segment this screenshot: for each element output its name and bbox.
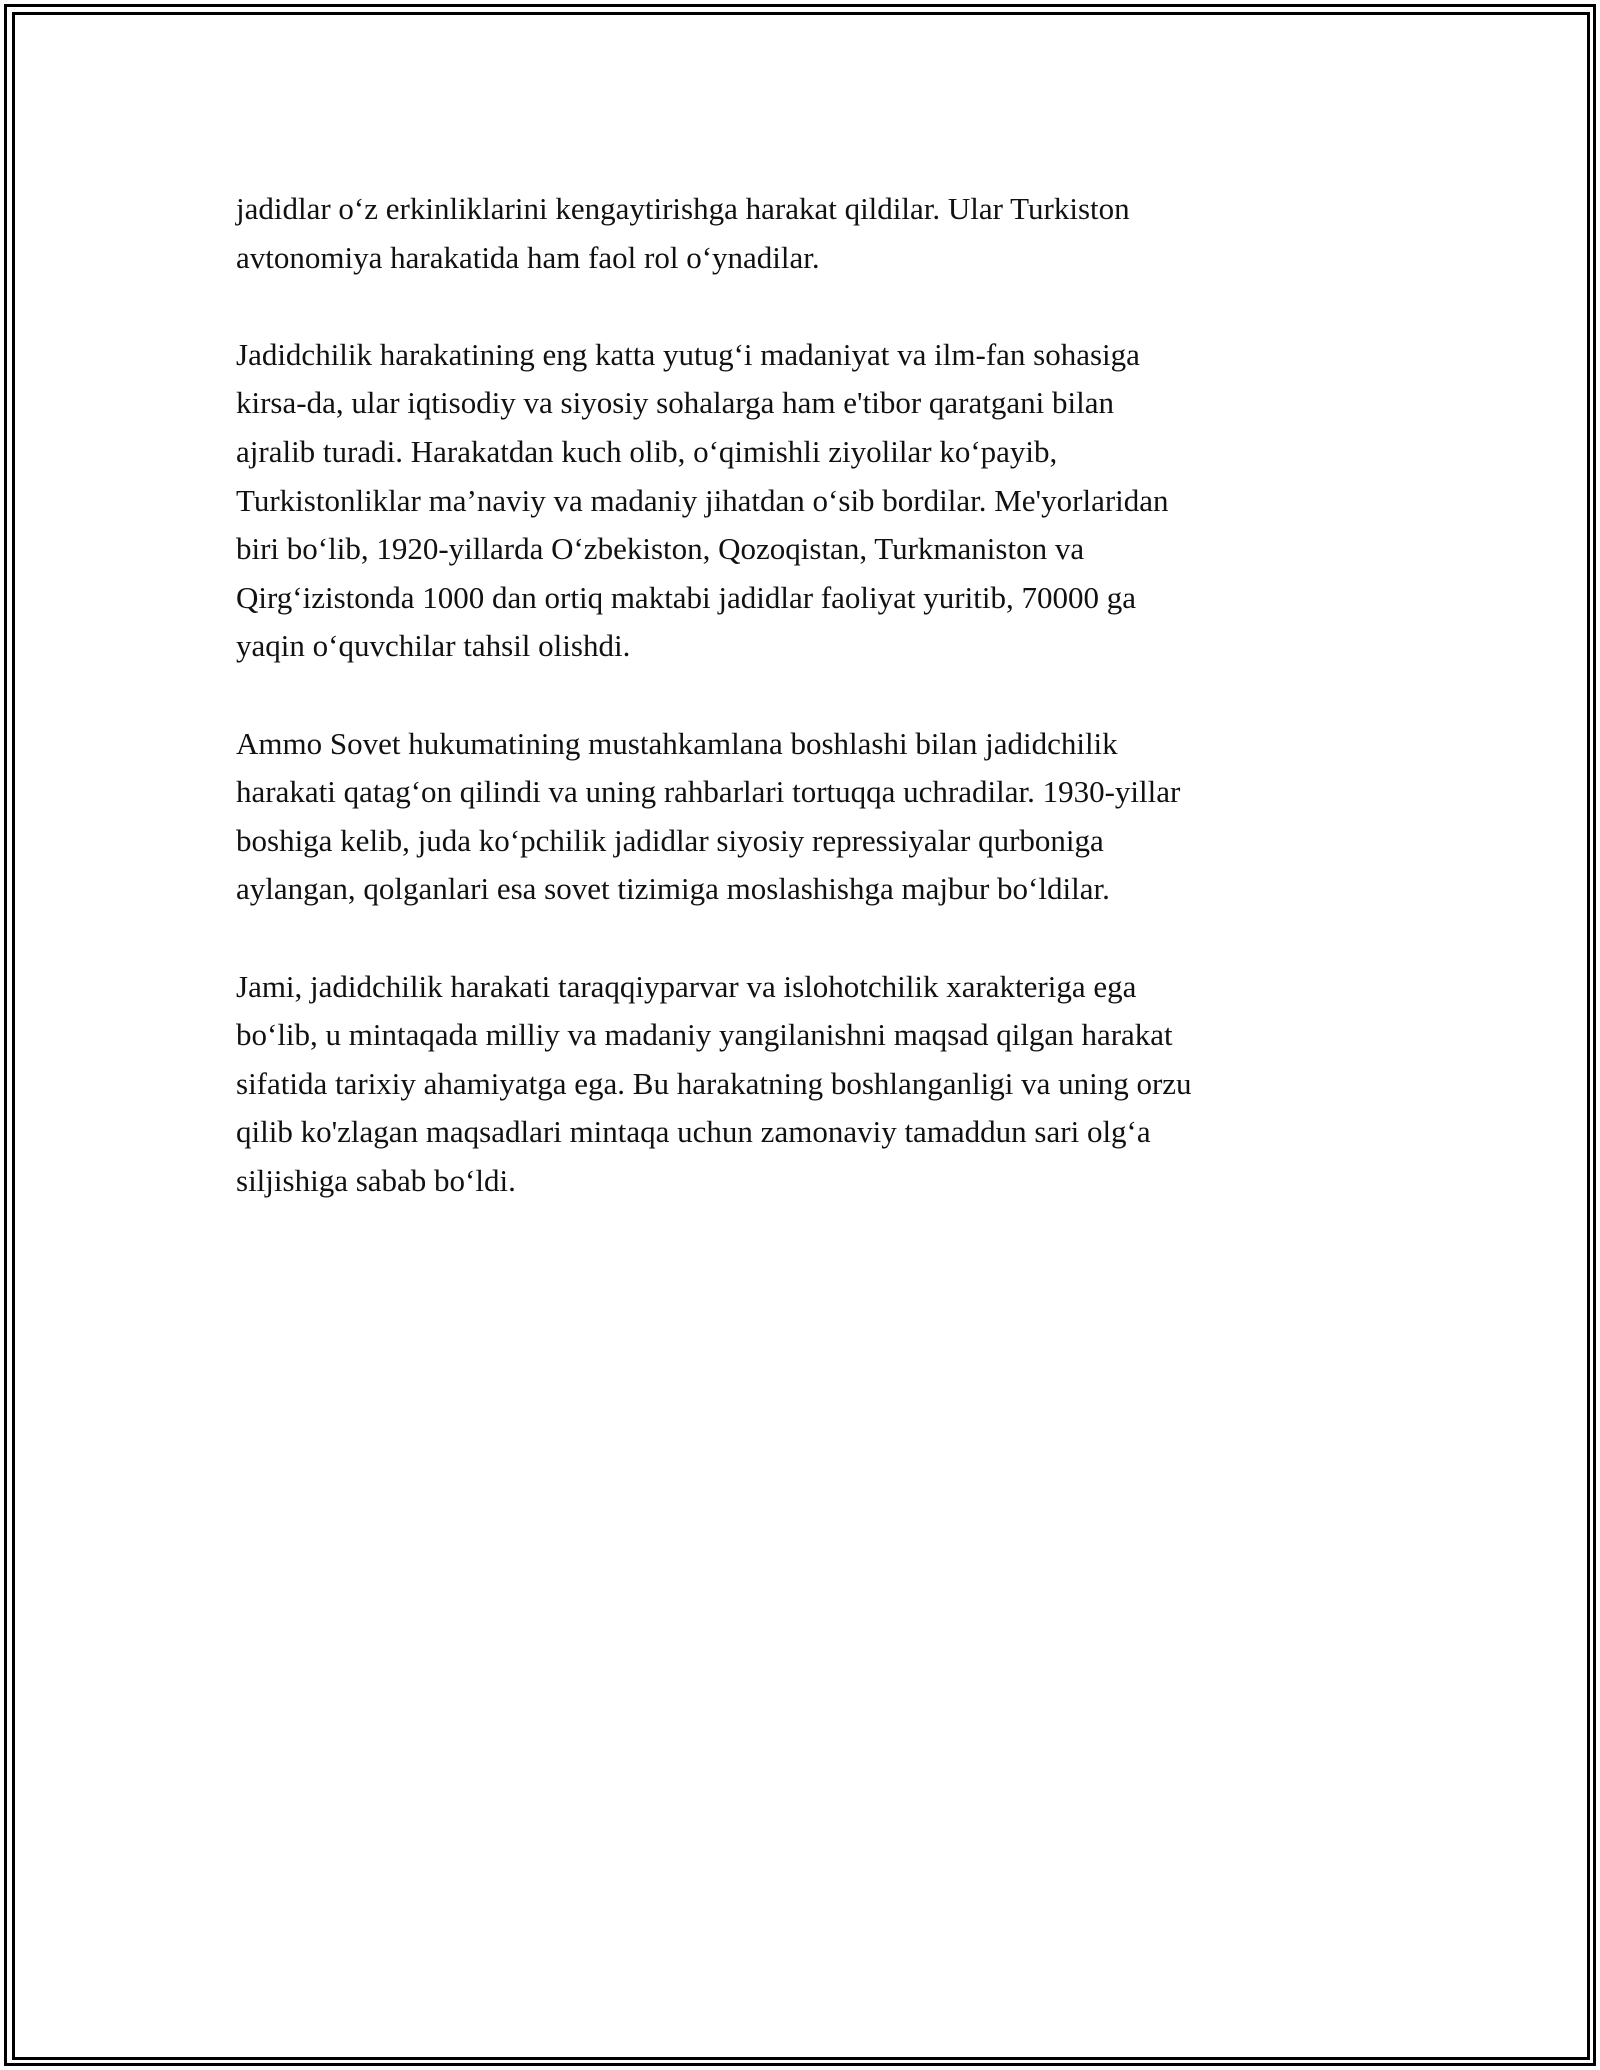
text-line: sifatida tarixiy ahamiyatga ega. Bu harakatning boshlanganligi va uning orzu — [236, 1065, 1192, 1101]
text-line: boshiga kelib, juda ko‘pchilik jadidlar siyosiy repressiyalar qurboniga — [236, 822, 1104, 858]
text-line: ajralib turadi. Harakatdan kuch olib, o‘qimishli ziyolilar ko‘payib, — [236, 433, 1058, 469]
text-line: Qirg‘izistonda 1000 dan ortiq maktabi jadidlar faoliyat yuritib, 70000 ga — [236, 579, 1136, 615]
text-line: qilib ko'zlagan maqsadlari mintaqa uchun zamonaviy tamaddun sari olg‘a — [236, 1114, 1151, 1150]
paragraph-1 — [236, 185, 1366, 282]
text-line: bo‘lib, u mintaqada milliy va madaniy yangilanishni maqsad qilgan harakat — [236, 1017, 1173, 1053]
document-body — [236, 185, 1366, 1254]
text-line: aylangan, qolganlari esa sovet tizimiga moslashishga majbur bo‘ldilar. — [236, 871, 1110, 907]
text-line: biri bo‘lib, 1920-yillarda O‘zbekiston, Qozoqistan, Turkmaniston va — [236, 531, 1085, 567]
text-line: jadidlar o‘z erkinliklarini kengaytirishga harakat qildilar. Ular Turkiston — [236, 191, 1130, 226]
paragraph-4 — [236, 963, 1366, 1206]
text-line: yaqin o‘quvchilar tahsil olishdi. — [236, 628, 631, 664]
text-line: siljishiga sabab bo‘ldi. — [236, 1162, 516, 1198]
text-line: Ammo Sovet hukumatining mustahkamlana boshlashi bilan jadidchilik — [236, 725, 1118, 761]
paragraph-3 — [236, 720, 1366, 914]
text-line: kirsa-da, ular iqtisodiy va siyosiy sohalarga ham e'tibor qaratgani bilan — [236, 385, 1114, 421]
text-line: Jami, jadidchilik harakati taraqqiyparvar va islohotchilik xarakteriga ega — [236, 968, 1137, 1004]
text-line: avtonomiya harakatida ham faol rol o‘ynadilar. — [236, 239, 820, 275]
paragraph-2 — [236, 331, 1366, 671]
text-line: harakati qatag‘on qilindi va uning rahbarlari tortuqqa uchradilar. 1930-yillar — [236, 774, 1181, 810]
text-line: Jadidchilik harakatining eng katta yutug‘i madaniyat va ilm-fan sohasiga — [236, 336, 1140, 372]
text-line: Turkistonliklar ma’naviy va madaniy jihatdan o‘sib bordilar. Me'yorlaridan — [236, 482, 1169, 518]
